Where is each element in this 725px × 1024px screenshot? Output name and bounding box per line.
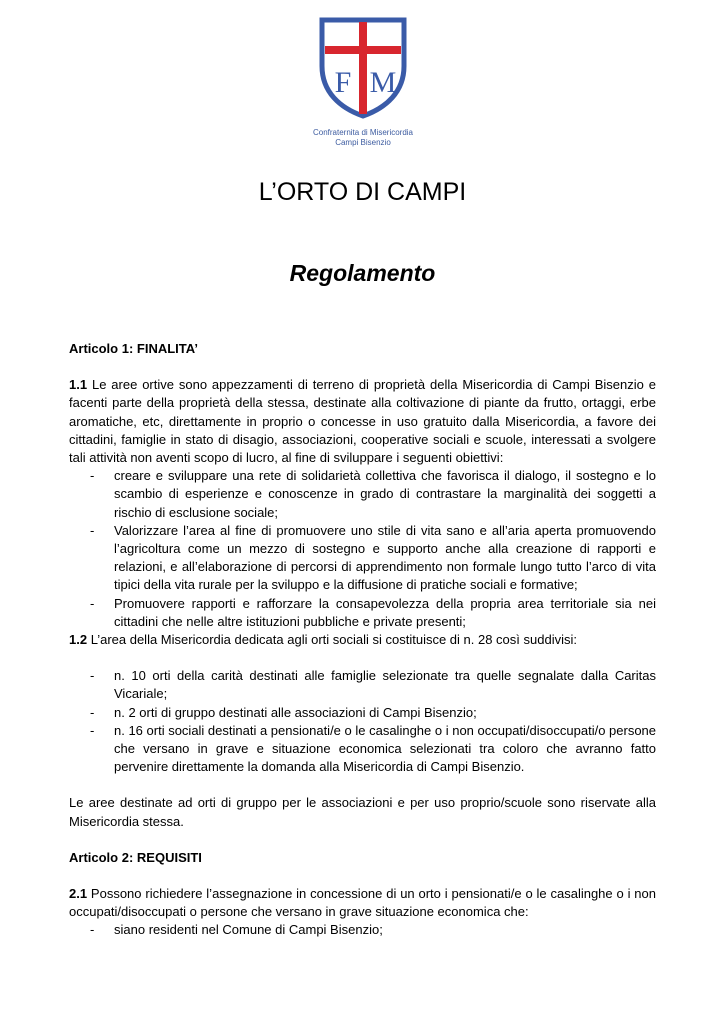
list-item: - Valorizzare l’area al fine di promuovere uno stile di vita sano e all’aria aperta promuovendo l’agricoltura come un mezzo di sostegno e supporto anche alla creazione di rapporti e relazioni, e all’elaborazione di percorsi di apprendimento non formale lungo tutto l’arco di vita tipici della vita rurale per la sviluppo e la diffusione di pratiche sociali e formative; (90, 522, 656, 593)
paragraph-text: Possono richiedere l’assegnazione in concessione di un orto i pensionati/e o le casalinghe o i non occupati/disoccupati o persone che versano in grave situazione economica che: (69, 886, 656, 920)
objectives-list (69, 467, 656, 631)
paragraph-text: L’area della Misericordia dedicata agli orti sociali si costituisce di n. 28 così suddivisi: (87, 632, 577, 648)
organization-name (302, 128, 424, 148)
logo-letter-m: M (369, 66, 397, 99)
org-name-line1: Confraternita di Misericordia (312, 128, 414, 137)
document-title: L’ORTO DI CAMPI (258, 178, 467, 206)
paragraph-number: 1.1 (69, 377, 88, 393)
org-name-line2: Campi Bisenzio (335, 138, 391, 147)
list-item: - siano residenti nel Comune di Campi Bisenzio; (90, 922, 383, 938)
logo-letter-f: F (334, 66, 352, 99)
paragraph-text: Le aree ortive sono appezzamenti di terreno di proprietà della Misericordia di Campi Bisenzio e facenti parte della proprietà della stessa, destinate alla coltivazione di piante da frutto, ortaggi, erbe aromatiche, etc, direttamente in proprio o concesse in uso gratuito dalla Misericordia, a favore dei cittadini, famiglie in stato di disagio, associazioni, cooperative sociali e scuole, interessati a svolgere tali attività non aventi scopo di lucro, al fine di sviluppare i seguenti obiettivi: (69, 377, 656, 466)
list-item: - n. 16 orti sociali destinati a pensionati/e o le casalinghe o i non occupati/disoccupati/o persone che versano in grave e situazione economica selezionati tra coloro che avranno fatto pervenire direttamente la domanda alla Misericordia di Campi Bisenzio. (90, 722, 657, 775)
plots-list (69, 667, 656, 776)
list-item: - creare e sviluppare una rete di solidarietà collettiva che favorisca il dialogo, il sostegno e lo scambio di esperienze e conoscenze in grado di contrastare la marginalità dei soggetti a rischio di esclusione sociale; (90, 468, 656, 520)
misericordia-logo (316, 16, 410, 120)
list-item: - Promuovere rapporti e rafforzare la consapevolezza della propria area territoriale sia nei cittadini che nelle altre istituzioni pubbliche e private presenti; (90, 595, 656, 629)
list-item: - n. 10 orti della carità destinati alle famiglie selezionate tra quelle segnalate dalla Caritas Vicariale; (90, 668, 656, 702)
document-subtitle: Regolamento (289, 260, 436, 286)
paragraph-number: 2.1 (69, 886, 88, 902)
paragraph-number: 1.2 (69, 632, 88, 648)
article-2-heading: Articolo 2: REQUISITI (69, 849, 202, 865)
document-body (69, 340, 656, 940)
paragraph-1-2 (69, 631, 656, 649)
paragraph-1-1 (69, 376, 656, 467)
article-1-heading: Articolo 1: FINALITA’ (69, 341, 199, 356)
paragraph-1-3: Le aree destinate ad orti di gruppo per le associazioni e per uso proprio/scuole sono riservate alla Misericordia stessa. (69, 795, 656, 829)
paragraph-2-1 (69, 885, 656, 921)
requirements-list (69, 921, 656, 939)
list-item: - n. 2 orti di gruppo destinati alle associazioni di Campi Bisenzio; (90, 704, 477, 720)
